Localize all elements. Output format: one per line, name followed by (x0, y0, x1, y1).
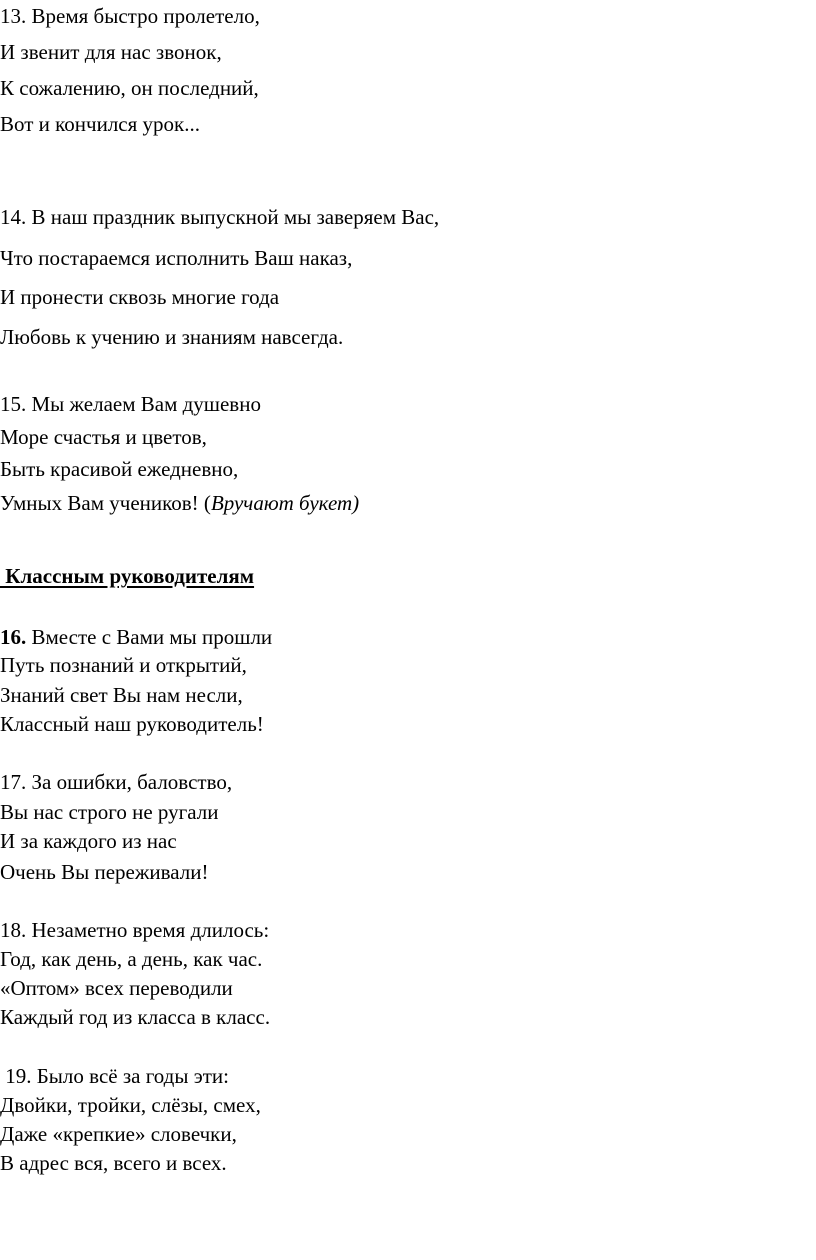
stanza-16-number: 16. (0, 625, 27, 649)
stanza-16-line-4: Классный наш руководитель! (0, 712, 264, 736)
stanza-18-line-2: Год, как день, а день, как час. (0, 947, 263, 971)
stanza-17-line-1: 17. За ошибки, баловство, (0, 770, 233, 794)
stanza-16-line-3: Знаний свет Вы нам несли, (0, 683, 243, 707)
stage-direction: Вручают букет) (210, 491, 360, 515)
stanza-17-line-4: Очень Вы переживали! (0, 860, 209, 884)
stanza-13-line-1: 13. Время быстро пролетело, (0, 4, 260, 28)
stanza-18-line-3: «Оптом» всех переводили (0, 976, 233, 1000)
stanza-13-line-3: К сожалению, он последний, (0, 76, 259, 100)
stanza-15-line-3: Быть красивой ежедневно, (0, 457, 239, 481)
stanza-19-line-3: Даже «крепкие» словечки, (0, 1122, 237, 1146)
stanza-13-line-2: И звенит для нас звонок, (0, 40, 222, 64)
stanza-17-line-3: И за каждого из нас (0, 829, 177, 853)
stanza-14-line-3: И пронести сквозь многие года (0, 285, 280, 309)
section-heading: Классным руководителям (0, 564, 255, 588)
stanza-13-line-4: Вот и кончился урок... (0, 112, 200, 136)
stanza-19-line-2: Двойки, тройки, слёзы, смех, (0, 1093, 261, 1117)
stanza-15-line-4 (0, 493, 359, 514)
stanza-16-line-2: Путь познаний и открытий, (0, 653, 247, 677)
stanza-14-line-1: 14. В наш праздник выпускной мы заверяем Вас, (0, 205, 440, 229)
stanza-15-line-2: Море счастья и цветов, (0, 425, 207, 449)
stanza-19-line-4: В адрес вся, всего и всех. (0, 1151, 227, 1175)
stanza-14-line-2: Что постараемся исполнить Ваш наказ, (0, 246, 353, 270)
stanza-14-line-4: Любовь к учению и знаниям навсегда. (0, 325, 344, 349)
stanza-17-line-2: Вы нас строго не ругали (0, 800, 219, 824)
stanza-15-line-1: 15. Мы желаем Вам душевно (0, 392, 261, 416)
stanza-15-line-4-text: Умных Вам учеников! ( (0, 491, 211, 515)
stanza-19-line-1: 19. Было всё за годы эти: (0, 1064, 229, 1088)
stanza-18-line-4: Каждый год из класса в класс. (0, 1005, 271, 1029)
stanza-16-line-1 (0, 627, 272, 648)
stanza-18-line-1: 18. Незаметно время длилось: (0, 918, 270, 942)
stanza-16-line-1-text: Вместе с Вами мы прошли (26, 625, 273, 649)
